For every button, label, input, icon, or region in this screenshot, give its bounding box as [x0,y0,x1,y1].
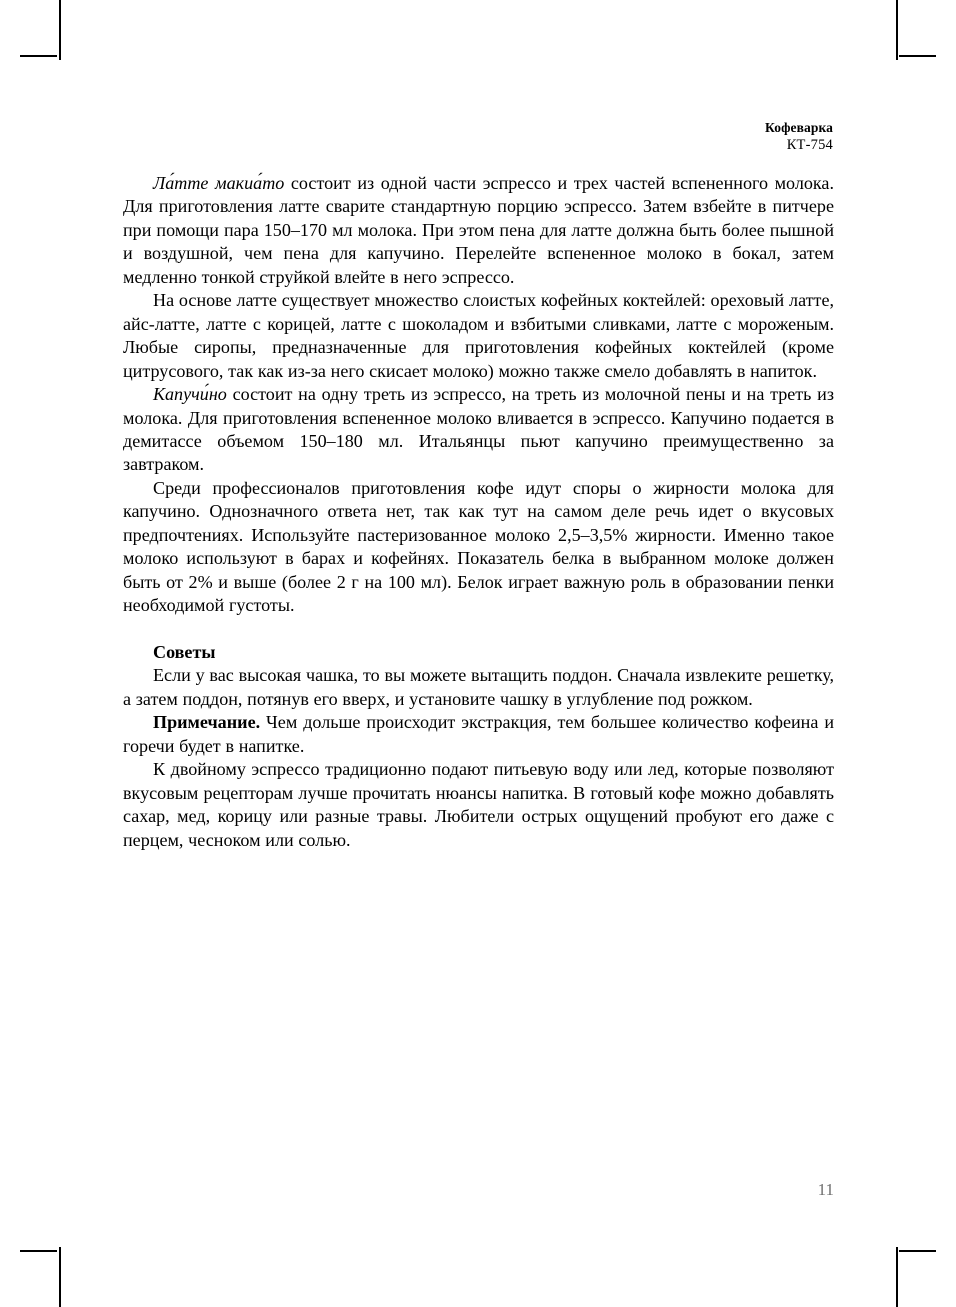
body-text-column [123,172,834,852]
crop-mark-bottom-left-vertical [59,1247,61,1307]
paragraph-latte-macchiato-text: состоит из одной части эспрессо и трех частей вспененного молока. Для приготовления латте сварите стандартную порцию эспрессо. Затем взбейте в питчере при помощи пара 150–170 мл молока. При этом пена для латте должна быть более пышной и воздушной, чем пена для капучино. Перелейте вспененное молоко в бокал, затем медленно тонкой струйкой влейте в него эспрессо. [123,173,834,287]
running-head-model: КТ-754 [786,137,833,154]
crop-mark-top-right-horizontal [899,55,936,57]
crop-mark-bottom-left-horizontal [20,1250,57,1252]
heading-tips: Советы [153,642,216,662]
term-latte-macchiato: Ла́тте макиа́то [153,173,285,193]
paragraph-note-extraction-text: Чем дольше происходит экстракция, тем большее количество кофеина и горечи будет в напитке. [123,712,834,756]
paragraph-double-espresso [123,758,834,852]
running-head [123,119,833,155]
paragraph-latte-cocktails [123,289,834,383]
paragraph-tall-cup-tip-text: Если у вас высокая чашка, то вы можете вытащить поддон. Сначала извлеките решетку, а затем поддон, потянув его вверх, и установите чашку в углубление под рожком. [123,665,834,709]
paragraph-latte-macchiato [123,172,834,289]
crop-mark-top-left-vertical [59,0,61,60]
section-spacer [123,618,834,641]
page-number: 11 [817,1180,834,1199]
running-head-title: Кофеварка [765,120,833,135]
paragraph-note-extraction [123,711,834,758]
paragraph-milk-fat-text: Среди профессионалов приготовления кофе идут споры о жирности молока для капучино. Однозначного ответа нет, так как тут на самом деле речь идет о вкусовых предпочтениях. Используйте пастеризованное молоко 2,5–3,5% жирности. Именно такое молоко используют в барах и кофейнях. Показатель белка в выбранном молоке должен быть от 2% и выше (более 2 г на 100 мл). Белок играет важную роль в образовании пенки необходимой густоты. [123,477,834,616]
crop-mark-top-right-vertical [896,0,898,60]
paragraph-cappuccino [123,383,834,477]
paragraph-latte-cocktails-text: На основе латте существует множество слоистых кофейных коктейлей: ореховый латте, айс-латте, латте с корицей, латте с шоколадом и взбитыми сливками, латте с мороженым. Любые сиропы, предназначенные для приготовления кофейных коктейлей (кроме цитрусового, так как из-за него скисает молоко) можно также смело добавлять в напиток. [123,290,834,381]
paragraph-double-espresso-text: К двойному эспрессо традиционно подают питьевую воду или лед, которые позволяют вкусовым рецепторам лучше прочитать нюансы напитка. В готовый кофе можно добавлять сахар, мед, корицу или разные травы. Любители острых ощущений пробуют его даже с перцем, чесноком или солью. [123,759,834,850]
crop-mark-top-left-horizontal [20,55,57,57]
paragraph-milk-fat [123,477,834,618]
crop-mark-bottom-right-horizontal [899,1250,936,1252]
term-cappuccino: Капучи́но [153,384,227,405]
crop-mark-bottom-right-vertical [896,1247,898,1307]
label-note: Примечание. [153,712,261,733]
paragraph-cappuccino-text: состоит на одну треть из эспрессо, на треть из молочной пены и на треть из молока. Для приготовления вспененное молоко вливается в эспрессо. Капучино подается в демитассе объемом 150–180 мл. Итальянцы пьют капучино преимущественно за завтраком. [123,384,834,475]
paragraph-tall-cup-tip [123,664,834,711]
